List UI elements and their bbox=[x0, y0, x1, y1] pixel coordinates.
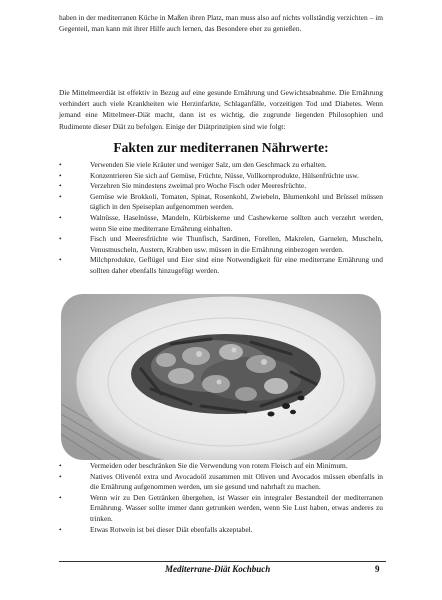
food-plate-illustration bbox=[61, 294, 381, 460]
bullet: • bbox=[59, 255, 62, 265]
list-item: • Fisch und Meeresfrüchte wie Thunfisch, Sardinen, Forellen, Makrelen, Garnelen, Muscheln, Venusmuscheln, Austern, Krabben usw. müssen in die Ernährung einbezogen werden. bbox=[59, 234, 383, 254]
footer-divider bbox=[59, 561, 386, 562]
page-number: 9 bbox=[375, 564, 380, 574]
bullet: • bbox=[59, 234, 62, 244]
bullet: • bbox=[59, 461, 62, 470]
facts-list-bottom bbox=[59, 461, 383, 535]
list-item: • Natives Olivenöl extra und Avocadoöl zusammen mit Oliven und Avocados müssen ebenfalls in die Ernährung aufgenommen werden, um sie gesund und nahrhaft zu machen. bbox=[59, 471, 383, 492]
facts-list-top bbox=[59, 160, 383, 277]
intro-paragraph: haben in der mediterranen Küche in Maßen ihren Platz, man muss also auf nichts vollständig verzichten – im Gegenteil, man kann mit ihrer Hilfe auch lernen, das Besondere eher zu genießen. bbox=[59, 13, 383, 34]
footer-book-title: Mediterrane-Diät Kochbuch bbox=[165, 564, 271, 574]
list-item: • Gemüse wie Brokkoli, Tomaten, Spinat, Rosenkohl, Zwiebeln, Blumenkohl und Brüssel müssen täglich in den Speiseplan aufgenommen werden. bbox=[59, 191, 383, 212]
bullet: • bbox=[59, 471, 62, 481]
list-item: • Milchprodukte, Geflügel und Eier sind eine Notwendigkeit für eine mediterrane Ernährung und sollten daher ebenfalls hinzugefügt werden. bbox=[59, 255, 383, 275]
bullet: • bbox=[59, 492, 62, 502]
bullet: • bbox=[59, 170, 62, 180]
list-item: • Vermeiden oder beschränken Sie die Verwendung von rotem Fleisch auf ein Minimum. bbox=[59, 461, 348, 470]
list-item: • Konzentrieren Sie sich auf Gemüse, Früchte, Nüsse, Vollkornprodukte, Hülsenfrüchte usw. bbox=[59, 170, 359, 180]
bullet: • bbox=[59, 181, 62, 191]
bullet: • bbox=[59, 191, 62, 201]
bullet: • bbox=[59, 212, 62, 222]
list-item: • Verzehren Sie mindestens zweimal pro Woche Fisch oder Meeresfrüchte. bbox=[59, 181, 307, 191]
effect-paragraph: Die Mittelmeerdiät ist effektiv in Bezug auf eine gesunde Ernährung und Gewichtsabnahme. Die Ernährung verhindert auch viele Krankheiten wie Herzinfarkte, Schlaganfälle, vorzeitigen Tod und Diabetes. Wenn jemand eine Mittelmeer-Diät macht, dann ist es wichtig, die zugrunde liegenden Philosophien und Rudimente dieser Diät zu befolgen. Einige der Diätprinzipien sind wie folgt: bbox=[59, 88, 383, 131]
list-item: • Etwas Rotwein ist bei dieser Diät ebenfalls akzeptabel. bbox=[59, 524, 253, 534]
list-item: • Wenn wir zu Den Getränken übergehen, ist Wasser ein integraler Bestandteil der mediterranen Ernährung. Wasser sollte immer dann getrunken werden, wenn Sie Lust haben, etwas anderes zu trinken. bbox=[59, 492, 383, 523]
food-photo bbox=[61, 294, 381, 460]
list-item: • Verwenden Sie viele Kräuter und weniger Salz, um den Geschmack zu erhalten. bbox=[59, 160, 327, 169]
section-heading: Fakten zur mediterranen Nährwerte: bbox=[113, 140, 329, 155]
bullet: • bbox=[59, 524, 62, 534]
bullet: • bbox=[59, 160, 62, 169]
list-item: • Walnüsse, Haselnüsse, Mandeln, Kürbiskerne und Cashewkerne sollten auch verzehrt werden, wenn Sie eine mediterrane Ernährung einhalten. bbox=[59, 212, 383, 233]
